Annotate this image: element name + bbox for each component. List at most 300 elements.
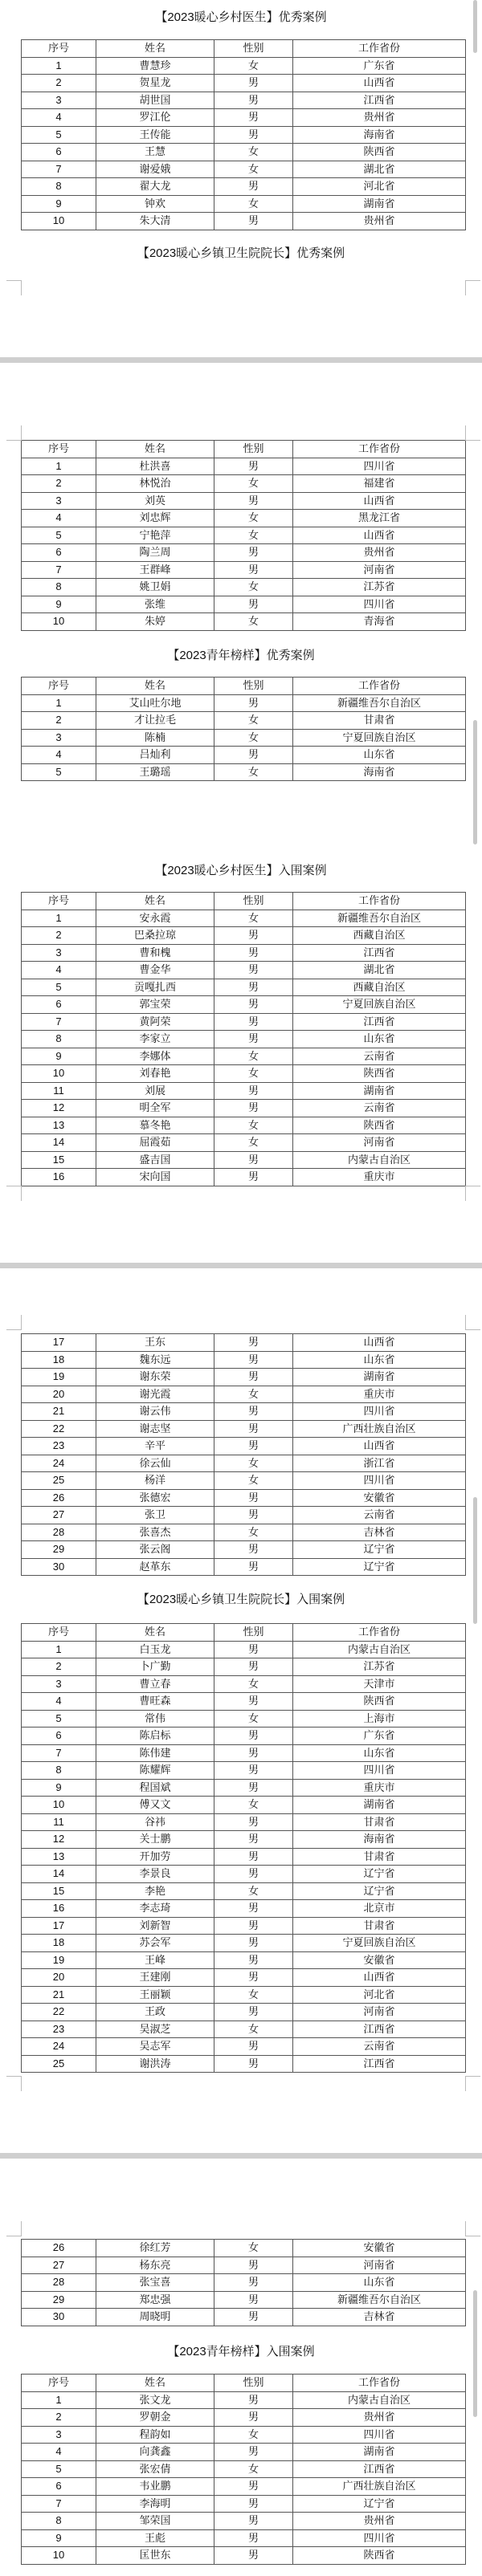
cell-gender: 男 [214,1693,293,1711]
table-row [22,2240,466,2257]
scrollbar-thumb[interactable] [473,2290,477,2417]
table-row [22,1951,466,1969]
cell-gender: 女 [214,712,293,730]
cell-province: 河南省 [293,1134,466,1152]
cell-name: 张喜杰 [96,1524,214,1541]
cell-index: 2 [22,927,96,945]
cell-name: 明全军 [96,1100,214,1117]
cell-index: 1 [22,694,96,712]
scrollbar-thumb[interactable] [473,720,477,844]
cell-name: 常伟 [96,1710,214,1728]
cell-name: 谢志坚 [96,1420,214,1438]
cell-province: 云南省 [293,1100,466,1117]
table-township-director-excellent [21,440,466,631]
cell-gender: 男 [214,75,293,92]
table-row [22,195,466,213]
cell-index: 9 [22,195,96,213]
table-row [22,1797,466,1814]
cell-province: 江西省 [293,2055,466,2073]
cell-gender: 男 [214,1900,293,1918]
table-row [22,613,466,631]
cell-index: 9 [22,2529,96,2547]
cell-index: 3 [22,92,96,109]
cell-index: 3 [22,2426,96,2444]
section-title-youth-model-finalist: 【2023青年榜样】入围案例 [167,2345,315,2358]
cell-index: 5 [22,2460,96,2478]
cell-name: 刘春艳 [96,1065,214,1083]
cell-name: 程韵如 [96,2426,214,2444]
cell-index: 7 [22,2495,96,2513]
cell-name: 王政 [96,2004,214,2021]
cell-province: 安徽省 [293,2240,466,2257]
cell-province: 山西省 [293,75,466,92]
cell-name: 王彪 [96,2529,214,2547]
table-row [22,1710,466,1728]
cell-index: 10 [22,2547,96,2565]
cell-index: 8 [22,178,96,196]
cell-name: 李志琦 [96,1900,214,1918]
cell-gender: 男 [214,544,293,562]
table-row [22,2257,466,2274]
cell-index: 5 [22,527,96,544]
table-rural-doctor-excellent [21,39,466,230]
table-row [22,2038,466,2056]
cell-index: 8 [22,1031,96,1048]
cell-name: 李海明 [96,2495,214,2513]
cell-index: 29 [22,1541,96,1559]
cell-name: 王建刚 [96,1969,214,1987]
cell-index: 8 [22,1762,96,1780]
cell-index: 21 [22,1403,96,1421]
cell-province: 山东省 [293,1744,466,1762]
cell-index: 9 [22,1779,96,1797]
table-row [22,527,466,544]
cell-name: 才让拉毛 [96,712,214,730]
cell-province: 辽宁省 [293,1882,466,1900]
page-corner-mark [6,425,22,441]
column-header-province: 工作省份 [293,893,466,910]
cell-name: 盛吉国 [96,1151,214,1169]
page-separator [0,1263,482,1268]
table-rural-doctor-finalist-continued [21,1333,466,1576]
page-corner-mark [465,1186,480,1201]
cell-index: 8 [22,2513,96,2530]
cell-index: 6 [22,544,96,562]
section-title-rural-doctor-finalist: 【2023暖心乡村医生】入围案例 [155,864,327,877]
cell-index: 2 [22,475,96,493]
table-row [22,544,466,562]
cell-province: 贵州省 [293,109,466,127]
cell-gender: 男 [214,2495,293,2513]
cell-province: 四川省 [293,2426,466,2444]
table-youth-model-finalist [21,2374,466,2565]
cell-gender: 男 [214,944,293,962]
cell-province: 河北省 [293,178,466,196]
table-row [22,1169,466,1186]
cell-province: 宁夏回族自治区 [293,996,466,1014]
cell-province: 内蒙古自治区 [293,2391,466,2409]
cell-province: 陕西省 [293,1693,466,1711]
table-header-row [22,2375,466,2392]
cell-index: 6 [22,2478,96,2496]
table-row [22,2291,466,2309]
cell-province: 天津市 [293,1675,466,1693]
cell-province: 新疆维吾尔自治区 [293,2291,466,2309]
cell-index: 3 [22,492,96,510]
section-title-rural-doctor-excellent: 【2023暖心乡村医生】优秀案例 [155,10,327,24]
table-row [22,1935,466,1952]
cell-gender: 男 [214,2547,293,2565]
cell-gender: 男 [214,92,293,109]
column-header-province: 工作省份 [293,441,466,458]
cell-name: 赵革东 [96,1558,214,1576]
table-row [22,1369,466,1386]
column-header-gender: 性别 [214,441,293,458]
table-row [22,1641,466,1658]
cell-province: 青海省 [293,613,466,631]
cell-gender: 女 [214,1797,293,1814]
table-row [22,1658,466,1676]
cell-index: 20 [22,1969,96,1987]
cell-province: 云南省 [293,1507,466,1524]
cell-index: 6 [22,1728,96,1745]
cell-name: 张宏倩 [96,2460,214,2478]
cell-province: 山西省 [293,1438,466,1455]
table-row [22,1134,466,1152]
cell-gender: 男 [214,2257,293,2274]
cell-gender: 男 [214,1334,293,1352]
cell-name: 匡世东 [96,2547,214,2565]
cell-index: 5 [22,126,96,144]
cell-index: 9 [22,1048,96,1065]
cell-province: 重庆市 [293,1386,466,1403]
column-header-gender: 性别 [214,893,293,910]
cell-index: 2 [22,75,96,92]
cell-province: 湖南省 [293,1369,466,1386]
cell-gender: 男 [214,109,293,127]
cell-province: 新疆维吾尔自治区 [293,694,466,712]
cell-gender: 男 [214,213,293,230]
column-header-gender: 性别 [214,1624,293,1642]
table-header-row [22,678,466,695]
column-header-index: 序号 [22,40,96,58]
cell-gender: 女 [214,510,293,527]
cell-province: 四川省 [293,2529,466,2547]
cell-province: 西藏自治区 [293,979,466,996]
cell-name: 郭宝荣 [96,996,214,1014]
column-header-name: 姓名 [96,678,214,695]
table-row [22,1541,466,1559]
cell-province: 海南省 [293,1831,466,1849]
cell-name: 李艳 [96,1882,214,1900]
cell-index: 29 [22,2291,96,2309]
cell-gender: 女 [214,195,293,213]
table-row [22,1969,466,1987]
cell-province: 湖北省 [293,161,466,178]
cell-name: 辛平 [96,1438,214,1455]
cell-gender: 女 [214,1524,293,1541]
table-row [22,1507,466,1524]
cell-index: 7 [22,561,96,579]
cell-name: 刘新智 [96,1917,214,1935]
cell-province: 内蒙古自治区 [293,1641,466,1658]
column-header-index: 序号 [22,441,96,458]
cell-index: 3 [22,944,96,962]
cell-name: 钟欢 [96,195,214,213]
table-row [22,2004,466,2021]
cell-index: 15 [22,1151,96,1169]
cell-gender: 男 [214,1420,293,1438]
cell-name: 陶兰周 [96,544,214,562]
cell-gender: 男 [214,126,293,144]
cell-name: 曹慧珍 [96,57,214,75]
cell-index: 28 [22,2274,96,2292]
table-row [22,2021,466,2038]
table-row [22,1403,466,1421]
cell-province: 山东省 [293,2274,466,2292]
cell-gender: 男 [214,2391,293,2409]
table-row [22,1779,466,1797]
cell-province: 湖南省 [293,2444,466,2461]
cell-name: 谢云伟 [96,1403,214,1421]
table-row [22,962,466,979]
cell-gender: 男 [214,2478,293,2496]
cell-name: 曹立春 [96,1675,214,1693]
table-row [22,1489,466,1507]
cell-index: 16 [22,1169,96,1186]
cell-gender: 女 [214,475,293,493]
cell-gender: 男 [214,1831,293,1849]
cell-gender: 男 [214,1151,293,1169]
cell-index: 11 [22,1082,96,1100]
cell-province: 广东省 [293,57,466,75]
cell-province: 四川省 [293,1762,466,1780]
cell-index: 19 [22,1951,96,1969]
column-header-province: 工作省份 [293,2375,466,2392]
cell-index: 1 [22,1641,96,1658]
table-row [22,1917,466,1935]
table-header-row [22,40,466,58]
cell-name: 姚卫娟 [96,579,214,596]
table-row [22,1117,466,1134]
scrollbar-thumb[interactable] [473,0,477,53]
table-township-director-finalist [21,1623,466,2073]
cell-province: 陕西省 [293,1065,466,1083]
cell-gender: 男 [214,2055,293,2073]
cell-province: 湖北省 [293,962,466,979]
table-row [22,109,466,127]
cell-province: 河南省 [293,561,466,579]
cell-province: 广西壮族自治区 [293,1420,466,1438]
table-row [22,1900,466,1918]
table-row [22,126,466,144]
cell-gender: 女 [214,613,293,631]
cell-index: 12 [22,1100,96,1117]
cell-province: 山东省 [293,747,466,764]
cell-name: 张德宏 [96,1489,214,1507]
column-header-province: 工作省份 [293,678,466,695]
table-row [22,561,466,579]
column-header-gender: 性别 [214,678,293,695]
cell-province: 陕西省 [293,1117,466,1134]
cell-province: 辽宁省 [293,2495,466,2513]
cell-province: 海南省 [293,126,466,144]
cell-gender: 男 [214,747,293,764]
table-header-row [22,893,466,910]
cell-province: 陕西省 [293,144,466,161]
cell-gender: 女 [214,2426,293,2444]
cell-name: 林悦治 [96,475,214,493]
cell-province: 西藏自治区 [293,927,466,945]
cell-province: 福建省 [293,475,466,493]
table-row [22,1744,466,1762]
cell-index: 10 [22,213,96,230]
cell-gender: 男 [214,1100,293,1117]
cell-index: 10 [22,1797,96,1814]
page-corner-mark [465,2076,480,2091]
cell-name: 宁艳萍 [96,527,214,544]
cell-index: 3 [22,729,96,747]
cell-name: 朱婷 [96,613,214,631]
cell-gender: 女 [214,1710,293,1728]
table-row [22,2495,466,2513]
cell-index: 1 [22,458,96,475]
cell-gender: 男 [214,1369,293,1386]
cell-gender: 男 [214,1969,293,1987]
cell-gender: 男 [214,1935,293,1952]
column-header-index: 序号 [22,678,96,695]
cell-name: 宋向国 [96,1169,214,1186]
cell-gender: 男 [214,1541,293,1559]
cell-gender: 女 [214,144,293,161]
cell-name: 苏会军 [96,1935,214,1952]
cell-name: 罗朝金 [96,2409,214,2427]
cell-province: 黑龙江省 [293,510,466,527]
cell-index: 13 [22,1848,96,1866]
page-corner-mark [6,1315,22,1330]
cell-name: 徐云仙 [96,1455,214,1472]
cell-index: 1 [22,910,96,927]
cell-index: 22 [22,2004,96,2021]
cell-gender: 男 [214,2291,293,2309]
table-row [22,1986,466,2004]
cell-province: 辽宁省 [293,1558,466,1576]
cell-province: 浙江省 [293,1455,466,1472]
cell-index: 23 [22,1438,96,1455]
column-header-index: 序号 [22,893,96,910]
cell-index: 14 [22,1866,96,1883]
cell-name: 王群峰 [96,561,214,579]
cell-index: 10 [22,613,96,631]
column-header-name: 姓名 [96,2375,214,2392]
cell-province: 云南省 [293,1048,466,1065]
cell-province: 吉林省 [293,2309,466,2326]
cell-gender: 男 [214,2309,293,2326]
table-row [22,1675,466,1693]
cell-name: 张维 [96,596,214,613]
cell-name: 杜洪喜 [96,458,214,475]
table-rural-doctor-finalist [21,892,466,1186]
cell-province: 四川省 [293,596,466,613]
cell-province: 辽宁省 [293,1866,466,1883]
table-row [22,910,466,927]
cell-name: 慕冬艳 [96,1117,214,1134]
cell-gender: 女 [214,1048,293,1065]
page-corner-mark [465,280,480,295]
cell-index: 19 [22,1369,96,1386]
cell-index: 22 [22,1420,96,1438]
table-row [22,1013,466,1031]
table-row [22,1813,466,1831]
table-row [22,747,466,764]
column-header-gender: 性别 [214,40,293,58]
cell-gender: 女 [214,910,293,927]
cell-province: 上海市 [293,1710,466,1728]
cell-index: 28 [22,1524,96,1541]
table-row [22,1831,466,1849]
cell-index: 27 [22,1507,96,1524]
cell-gender: 男 [214,979,293,996]
cell-name: 李景良 [96,1866,214,1883]
cell-name: 魏东远 [96,1351,214,1369]
section-title-township-director-finalist: 【2023暖心乡镇卫生院院长】入围案例 [137,1593,345,1606]
cell-province: 贵州省 [293,544,466,562]
cell-gender: 男 [214,2274,293,2292]
cell-name: 屈霞茹 [96,1134,214,1152]
cell-name: 朱大清 [96,213,214,230]
table-row [22,1031,466,1048]
column-header-index: 序号 [22,1624,96,1642]
cell-name: 李娜体 [96,1048,214,1065]
cell-province: 甘肃省 [293,1848,466,1866]
column-header-name: 姓名 [96,441,214,458]
page-corner-mark [465,1315,480,1330]
cell-gender: 男 [214,2409,293,2427]
cell-gender: 女 [214,1986,293,2004]
cell-name: 张卫 [96,1507,214,1524]
cell-gender: 男 [214,1438,293,1455]
cell-province: 江西省 [293,2460,466,2478]
table-row [22,2513,466,2530]
cell-province: 四川省 [293,1403,466,1421]
page-corner-mark [6,1186,22,1201]
cell-gender: 男 [214,1728,293,1745]
table-row [22,579,466,596]
cell-name: 刘展 [96,1082,214,1100]
cell-gender: 女 [214,729,293,747]
cell-province: 贵州省 [293,213,466,230]
cell-index: 5 [22,763,96,781]
cell-gender: 男 [214,1558,293,1576]
cell-gender: 男 [214,927,293,945]
table-row [22,996,466,1014]
scrollbar-thumb[interactable] [473,1497,477,1624]
cell-province: 河南省 [293,2004,466,2021]
table-row [22,1065,466,1083]
cell-name: 王东 [96,1334,214,1352]
cell-index: 8 [22,579,96,596]
cell-name: 谢洪涛 [96,2055,214,2073]
cell-province: 甘肃省 [293,1813,466,1831]
page-corner-mark [465,2221,480,2236]
cell-index: 2 [22,712,96,730]
cell-gender: 女 [214,1065,293,1083]
cell-name: 王慧 [96,144,214,161]
table-row [22,1438,466,1455]
table-row [22,2409,466,2427]
cell-index: 1 [22,57,96,75]
cell-name: 罗江伦 [96,109,214,127]
